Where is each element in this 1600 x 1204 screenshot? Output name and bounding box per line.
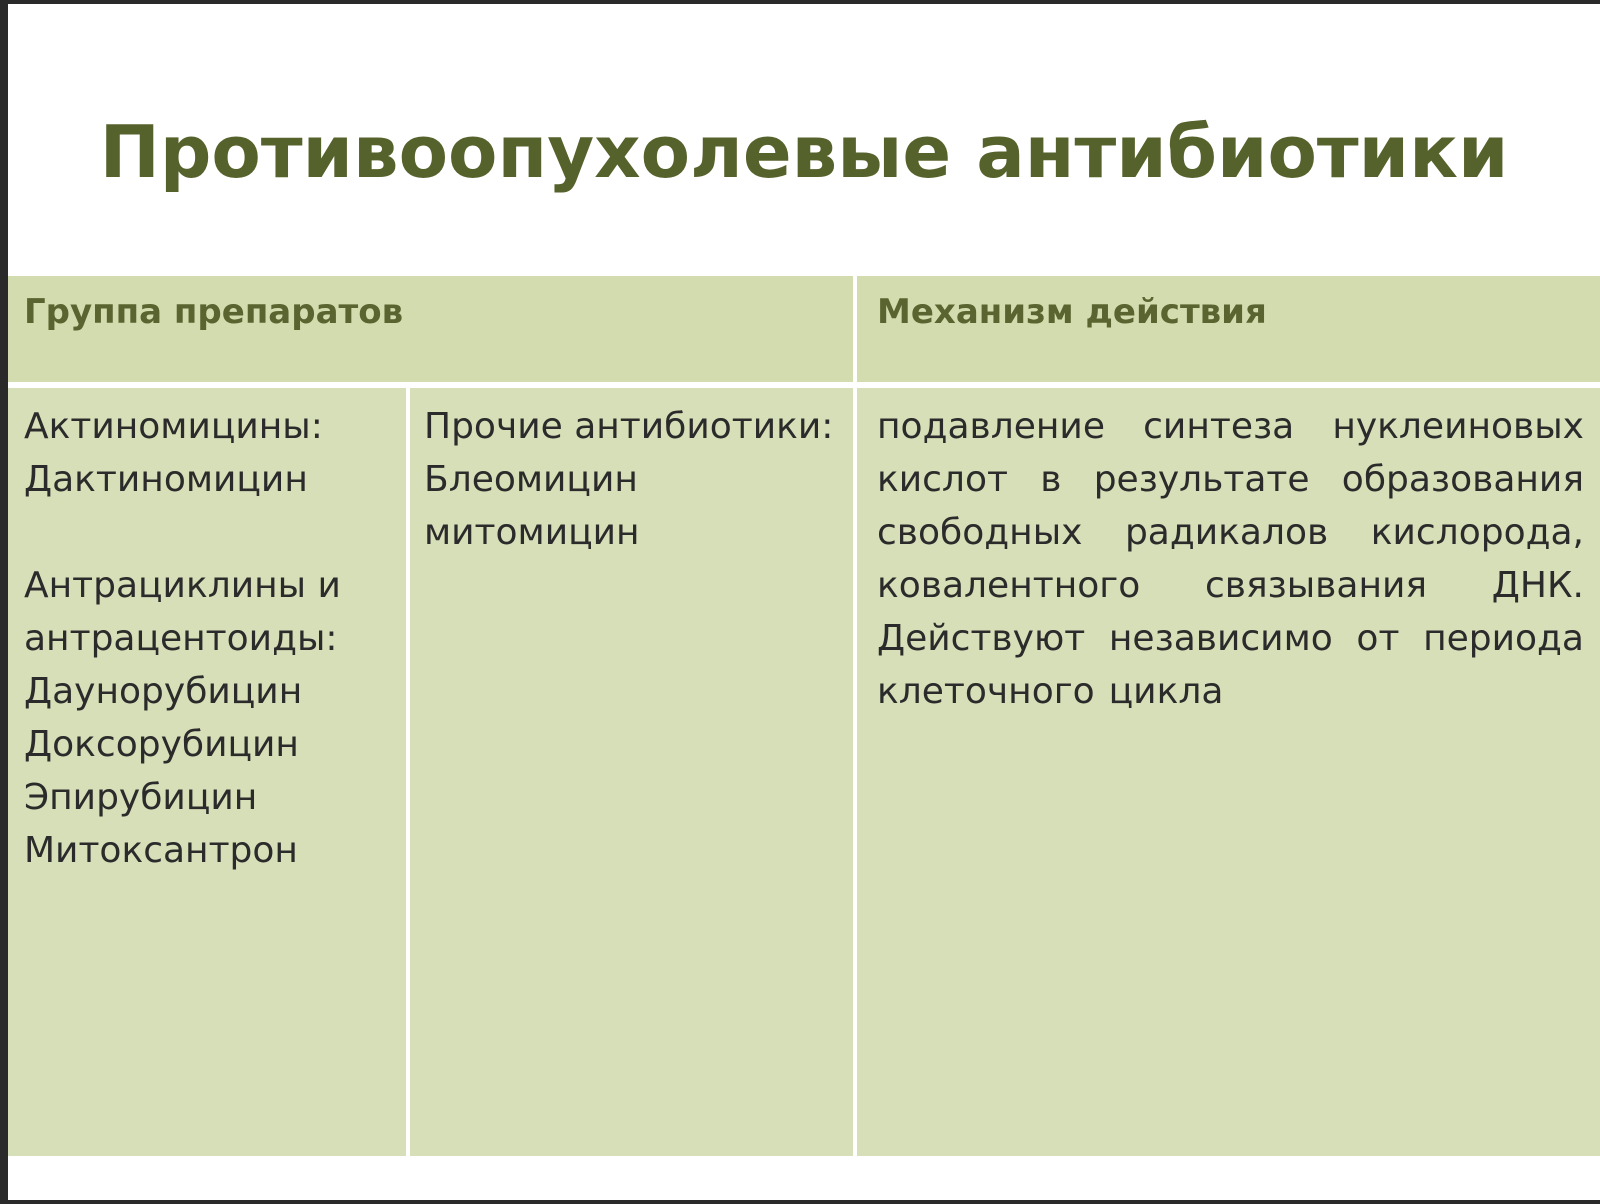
header-group-cell	[8, 276, 853, 382]
mechanism-word: нуклеиновых	[1332, 406, 1584, 447]
drug-name: Доксорубицин	[24, 724, 299, 765]
mechanism-word: ДНК.	[1491, 565, 1584, 606]
header-mechanism-label: Механизм действия	[877, 292, 1267, 332]
mechanism-word: кислорода,	[1370, 512, 1584, 553]
mechanism-word: синтеза	[1143, 406, 1295, 447]
drug-name: Даунорубицин	[24, 671, 303, 712]
mechanism-word: независимо	[1108, 618, 1333, 659]
mechanism-word: ковалентного	[877, 565, 1141, 606]
mechanism-word: кислот	[877, 459, 1008, 500]
mechanism-word: в	[1040, 459, 1062, 500]
drug-table	[8, 276, 1600, 1156]
mechanism-line	[877, 506, 1584, 559]
mechanism-cell	[857, 388, 1600, 1156]
drug-name: Эпирубицин	[24, 777, 258, 818]
group1-title: Актиномицины:	[24, 406, 323, 447]
mechanism-word: подавление	[877, 406, 1105, 447]
slide	[8, 4, 1600, 1200]
mechanism-word: связывания	[1204, 565, 1428, 606]
group2-title-line2: антрацентоиды:	[24, 618, 338, 659]
mechanism-word: клеточного	[877, 671, 1095, 712]
header-mechanism-cell	[857, 276, 1600, 382]
group-cell-col1	[8, 388, 406, 1156]
mechanism-line	[877, 665, 1584, 718]
drug-name: митомицин	[424, 512, 640, 553]
mechanism-word: образования	[1341, 459, 1584, 500]
spacer	[24, 506, 390, 559]
mechanism-word: цикла	[1108, 671, 1224, 712]
drug-name: Блеомицин	[424, 459, 638, 500]
group2-title-line1: Антрациклины и	[24, 565, 341, 606]
mechanism-line	[877, 400, 1584, 453]
mechanism-line	[877, 612, 1584, 665]
drug-name: Дактиномицин	[24, 459, 308, 500]
mechanism-word: радикалов	[1124, 512, 1329, 553]
mechanism-word: периода	[1423, 618, 1584, 659]
mechanism-line	[877, 453, 1584, 506]
mechanism-word: Действуют	[877, 618, 1086, 659]
drug-name: Митоксантрон	[24, 830, 298, 871]
group-cell-col2	[410, 388, 853, 1156]
other-antibiotics-title: Прочие антибиотики:	[424, 406, 834, 447]
mechanism-line	[877, 559, 1584, 612]
header-group-label: Группа препаратов	[24, 292, 404, 332]
mechanism-word: результате	[1093, 459, 1310, 500]
mechanism-text	[877, 400, 1584, 718]
slide-title: Противоопухолевые антибиотики	[99, 110, 1509, 194]
mechanism-word: от	[1356, 618, 1400, 659]
mechanism-word: свободных	[877, 512, 1083, 553]
